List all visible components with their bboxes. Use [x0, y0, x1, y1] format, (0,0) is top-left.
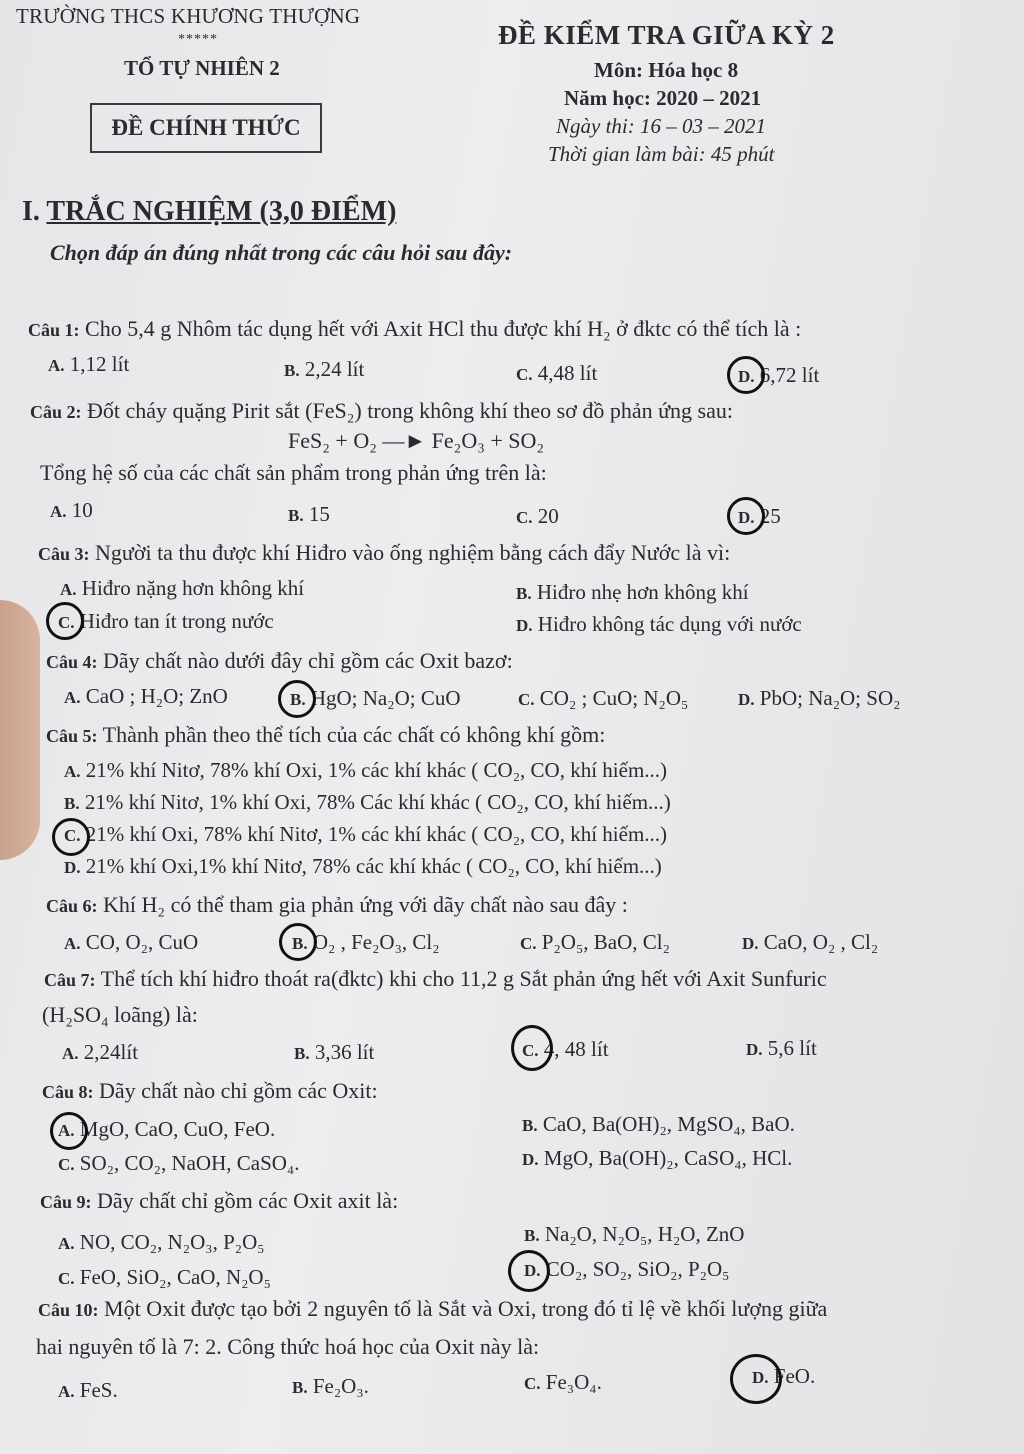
answer-circle: [727, 356, 765, 394]
answer-circle: [727, 497, 765, 535]
q6-option-a: A. CO, O₂, CuO: [64, 930, 199, 954]
q5-option-d: D. 21% khí Oxi,1% khí Nitơ, 78% các khí khác ( CO₂, CO, khí hiếm...): [64, 854, 662, 878]
q10-option-d: D. FeO.: [752, 1364, 816, 1388]
q2-equation: [288, 428, 544, 454]
stars-divider: *****: [178, 32, 218, 47]
question-3: Câu 3: Người ta thu được khí Hiđro vào ống nghiệm bằng cách đẩy Nước là vì:: [38, 540, 731, 565]
q8-option-c: C. SO₂, CO₂, NaOH, CaSO₄.: [58, 1151, 300, 1175]
q7-option-c: C. 4, 48 lít: [522, 1037, 609, 1061]
exam-title: ĐỀ KIỂM TRA GIỮA KỲ 2: [498, 20, 835, 50]
question-9: Câu 9: Dãy chất chỉ gồm các Oxit axit là:: [40, 1188, 399, 1213]
q1-option-c: C. 4,48 lít: [516, 361, 598, 385]
question-1: Câu 1: Cho 5,4 g Nhôm tác dụng hết với Axit HCl thu được khí H₂ ở đktc có thể tích là :: [28, 316, 802, 341]
q1-option-a: A. 1,12 lít: [48, 352, 130, 376]
exam-date: Ngày thi: 16 – 03 – 2021: [556, 114, 766, 138]
question-10-cont: hai nguyên tố là 7: 2. Công thức hoá học của Oxit này là:: [36, 1334, 540, 1359]
q9-option-d: D. CO₂, SO₂, SiO₂, P₂O₅: [524, 1257, 730, 1281]
question-7-cont: (H₂SO₄ loãng) là:: [42, 1002, 198, 1027]
subject: Môn: Hóa học 8: [594, 58, 739, 82]
q4-option-b: B. HgO; Na₂O; CuO: [290, 686, 461, 710]
q6-option-c: C. P₂O₅, BaO, Cl₂: [520, 930, 670, 954]
equation-reactants: FeS₂ + O₂: [288, 428, 377, 453]
q4-option-d: D. PbO; Na₂O; SO₂: [738, 686, 901, 710]
q2-option-d: D. 25: [738, 504, 781, 528]
q9-option-b: B. Na₂O, N₂O₅, H₂O, ZnO: [524, 1222, 745, 1246]
arrow-icon: —►: [382, 428, 427, 453]
question-8: Câu 8: Dãy chất nào chỉ gồm các Oxit:: [42, 1078, 378, 1103]
question-5: Câu 5: Thành phần theo thể tích của các chất có không khí gồm:: [46, 722, 606, 747]
answer-circle: [511, 1025, 553, 1071]
equation-products: Fe₂O₃ + SO₂: [431, 428, 545, 453]
q10-option-a: A. FeS.: [58, 1378, 118, 1402]
q8-option-d: D. MgO, Ba(OH)₂, CaSO₄, HCl.: [522, 1146, 793, 1170]
q7-option-b: B. 3,36 lít: [294, 1040, 375, 1064]
q2-option-c: C. 20: [516, 504, 559, 528]
q4-option-c: C. CO₂ ; CuO; N₂O₅: [518, 686, 689, 710]
q6-option-d: D. CaO, O₂ , Cl₂: [742, 930, 879, 954]
q2-subtext: Tổng hệ số của các chất sản phẩm trong phản ứng trên là:: [40, 460, 547, 485]
q5-option-a: A. 21% khí Nitơ, 78% khí Oxi, 1% các khí khác ( CO₂, CO, khí hiếm...): [64, 758, 668, 782]
q10-option-c: C. Fe₃O₄.: [524, 1370, 602, 1394]
q7-option-d: D. 5,6 lít: [746, 1036, 817, 1060]
q5-option-c: C. 21% khí Oxi, 78% khí Nitơ, 1% các khí khác ( CO₂, CO, khí hiếm...): [64, 822, 668, 846]
answer-circle: [46, 602, 84, 640]
q6-option-b: B. O₂ , Fe₂O₃, Cl₂: [292, 930, 440, 954]
finger-shadow: [0, 600, 40, 860]
q1-option-b: B. 2,24 lít: [284, 357, 365, 381]
question-10: Câu 10: Một Oxit được tạo bởi 2 nguyên tố là Sắt và Oxi, trong đó tỉ lệ về khối lượng giữa: [38, 1296, 828, 1321]
section-number: I.: [22, 196, 40, 227]
school-name: TRƯỜNG THCS KHƯƠNG THƯỢNG: [16, 4, 361, 28]
q3-option-d: D. Hiđro không tác dụng với nước: [516, 612, 802, 636]
q9-option-a: A. NO, CO₂, N₂O₃, P₂O₅: [58, 1230, 265, 1254]
answer-circle: [52, 818, 90, 856]
exam-duration: Thời gian làm bài: 45 phút: [548, 142, 775, 166]
section-title-text: TRẮC NGHIỆM (3,0 ĐIỂM): [46, 196, 397, 227]
q10-option-b: B. Fe₂O₃.: [292, 1374, 369, 1398]
section-instruction: Chọn đáp án đúng nhất trong các câu hỏi sau đây:: [50, 240, 513, 265]
q8-option-b: B. CaO, Ba(OH)₂, MgSO₄, BaO.: [522, 1112, 795, 1136]
answer-circle: [278, 680, 316, 718]
answer-circle: [279, 923, 317, 961]
section-title: [22, 196, 396, 228]
answer-circle: [730, 1354, 782, 1404]
answer-circle: [50, 1112, 88, 1150]
question-7: Câu 7: Thể tích khí hiđro thoát ra(đktc) khi cho 11,2 g Sắt phản ứng hết với Axit Sunfuric: [44, 966, 827, 991]
q3-option-c: C. Hiđro tan ít trong nước: [58, 609, 274, 633]
school-year: Năm học: 2020 – 2021: [564, 86, 762, 110]
question-6: Câu 6: Khí H₂ có thể tham gia phản ứng với dãy chất nào sau đây :: [46, 892, 628, 917]
q3-option-a: A. Hiđro nặng hơn không khí: [60, 576, 305, 600]
q9-option-c: C. FeO, SiO₂, CaO, N₂O₅: [58, 1265, 271, 1289]
q3-option-b: B. Hiđro nhẹ hơn không khí: [516, 580, 749, 604]
question-4: Câu 4: Dãy chất nào dưới đây chỉ gồm các Oxit bazơ:: [46, 648, 513, 673]
q7-option-a: A. 2,24lít: [62, 1040, 139, 1064]
official-label-box: ĐỀ CHÍNH THỨC: [90, 103, 322, 153]
department-name: TỔ TỰ NHIÊN 2: [124, 56, 280, 80]
q5-option-b: B. 21% khí Nitơ, 1% khí Oxi, 78% Các khí khác ( CO₂, CO, khí hiếm...): [64, 790, 671, 814]
q8-option-a: A. MgO, CaO, CuO, FeO.: [58, 1117, 276, 1141]
q2-option-a: A. 10: [50, 498, 93, 522]
q2-option-b: B. 15: [288, 502, 330, 526]
question-2: Câu 2: Đốt cháy quặng Pirit sắt (FeS₂) trong không khí theo sơ đồ phản ứng sau:: [30, 398, 733, 423]
q4-option-a: A. CaO ; H₂O; ZnO: [64, 684, 228, 708]
q1-option-d: D. 6,72 lít: [738, 363, 820, 387]
answer-circle: [508, 1250, 550, 1292]
